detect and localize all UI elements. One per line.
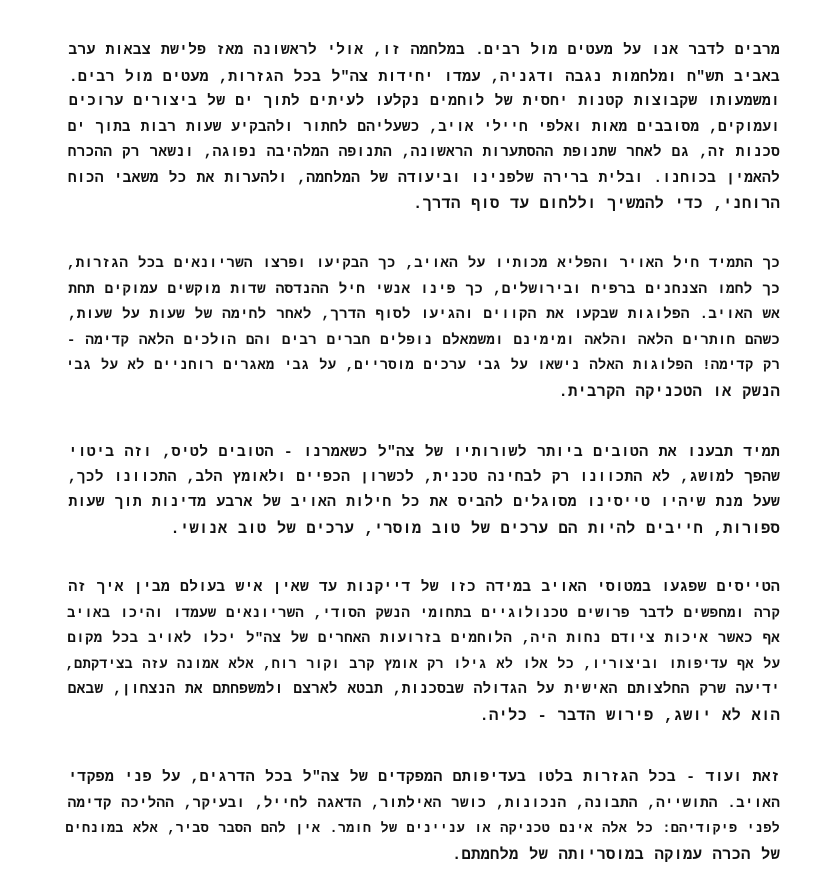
paragraph-commanders xyxy=(62,766,780,868)
text-line: על אף עדיפותו וביצוריו, כל אלו לא גילו רק אומץ קרב וקור רוח, אלא אמונה עזה בצידקתם, xyxy=(65,657,780,673)
text-line: סכנות זה, גם לאחר שתנופת ההסתערות הראשונה, התנופה המלהיבה נפוגה, ונשאר רק ההכרח xyxy=(67,145,780,161)
text-line: תמיד תבענו את הטובים ביותר לשורותיו של צה"ל כשאמרנו - הטובים לטיס, וזה ביטוי xyxy=(68,444,780,461)
paragraph-pilots-precision xyxy=(62,576,780,729)
paragraph-units-persisted xyxy=(62,252,780,405)
text-line: להאמין בכוחנו. ובלית ברירה שלפנינו וביעודה של המלחמה, ולהערות את כל משאבי הכוח xyxy=(67,170,780,187)
text-line: באביב תש"ח ומלחמות נגבה ודגניה, עמדו יחידות צה"ל בכל הגזרות, מעטים מול רבים. xyxy=(68,68,780,86)
text-line: שהפך למושג, לא התכוונו רק לבחינה טכנית, לכשרון הכפיים ולאומץ הלב, התכוונו לכך, xyxy=(67,469,780,486)
text-line: ומשמעותו שקבוצות קטנות יחסית של לוחמים נקלעו לעיתים לתוך ים של ביצורים ערוכים xyxy=(68,94,780,110)
text-line: הרוחני, כדי להמשיך וללחום עד סוף הדרך. xyxy=(412,195,780,213)
text-line: קרה ומחפשים לדבר פרושים טכנולוגיים בתחומי הנשק הסודי, השריונאים שעמדו והיכו באויב xyxy=(66,605,780,622)
text-line: כך לחמו הצנחנים ברפיח ובירושלים, כך פינו אנשי חיל ההנדסה שדות מוקשים עמוקים תחת xyxy=(68,281,780,298)
text-line: ידיעה שרק החלצותם האישית על הגדולה שבסכנות, תבטא לארצם ולמשפחתם את הנצחון, שבאם xyxy=(67,682,780,698)
text-line: כשהם חותרים הלאה והלאה ומימינם ומשמאלם נופלים חברים רבים והם הולכים הלאה קדימה - xyxy=(66,332,780,349)
text-line: מרבים לדבר אנו על מעטים מול רבים. במלחמה זו, אולי לראשונה מאז פלישת צבאות ערב xyxy=(68,43,780,59)
text-line: שעל מנת שיהיו טייסינו מסוגלים להביס את כל חילות האויב של ארבע מדינות תוך שעות xyxy=(68,495,780,511)
text-line: זאת ועוד - בכל הגזרות בלטו בעדיפותם המפקדים של צה"ל בכל הדרגים, על פני מפקדי xyxy=(68,770,780,786)
text-line: ועמוקים, מסובבים מאות ואלפי חיילי אויב, כשעליהם לחתור ולהבקיע שעות רבות בתוך ים xyxy=(67,119,780,136)
text-line: רק קדימה! הפלוגות האלה נישאו על גבי ערכים מוסריים, על גבי מאגרים רוחניים לא על גבי xyxy=(65,358,780,374)
text-line: ספורות, חייבים להיות הם ערכים של טוב מוסרי, ערכים של טוב אנושי. xyxy=(170,519,780,538)
text-line: כך התמיד חיל האויר והפליא מכותיו על האויב, כך הבקיעו ופרצו השריונאים בכל הגזרות, xyxy=(66,256,780,272)
text-line: של הכרה עמוקה במוסריותה של מלחמתם. xyxy=(451,845,780,864)
paragraph-few-against-many xyxy=(62,39,780,218)
text-line: הוא לא יושג, פירוש הדבר - כליה. xyxy=(479,706,780,725)
text-line: אף כאשר איכות ציודם נחות היה, הלוחמים בזרועות האחרים של צה"ל יכלו לאויב בכל מקום xyxy=(67,631,780,647)
text-line: לפני פיקודיהם: כל אלה אינם טכניקה או עניינים של חומר. אין להם הסבר סביר, אלא במונחים xyxy=(65,822,780,837)
text-line: אש האויב. הפלוגות שבקעו את הקווים והגיעו לסוף הדרך, לאחר לחימה של שעות על שעות, xyxy=(67,307,780,323)
paragraph-best-to-flight xyxy=(62,440,780,542)
text-line: האויב. התושייה, התבונה, הנכונות, כושר האילתור, הדאגה לחייל, ובעיקר, ההליכה קדימה xyxy=(67,795,780,812)
text-line: הטייסים שפגעו במטוסי האויב במידה כזו של דייקנות עד שאין איש בעולם מבין איך זה xyxy=(68,580,780,596)
text-line: הנשק או הטכניקה הקרבית. xyxy=(558,382,780,401)
